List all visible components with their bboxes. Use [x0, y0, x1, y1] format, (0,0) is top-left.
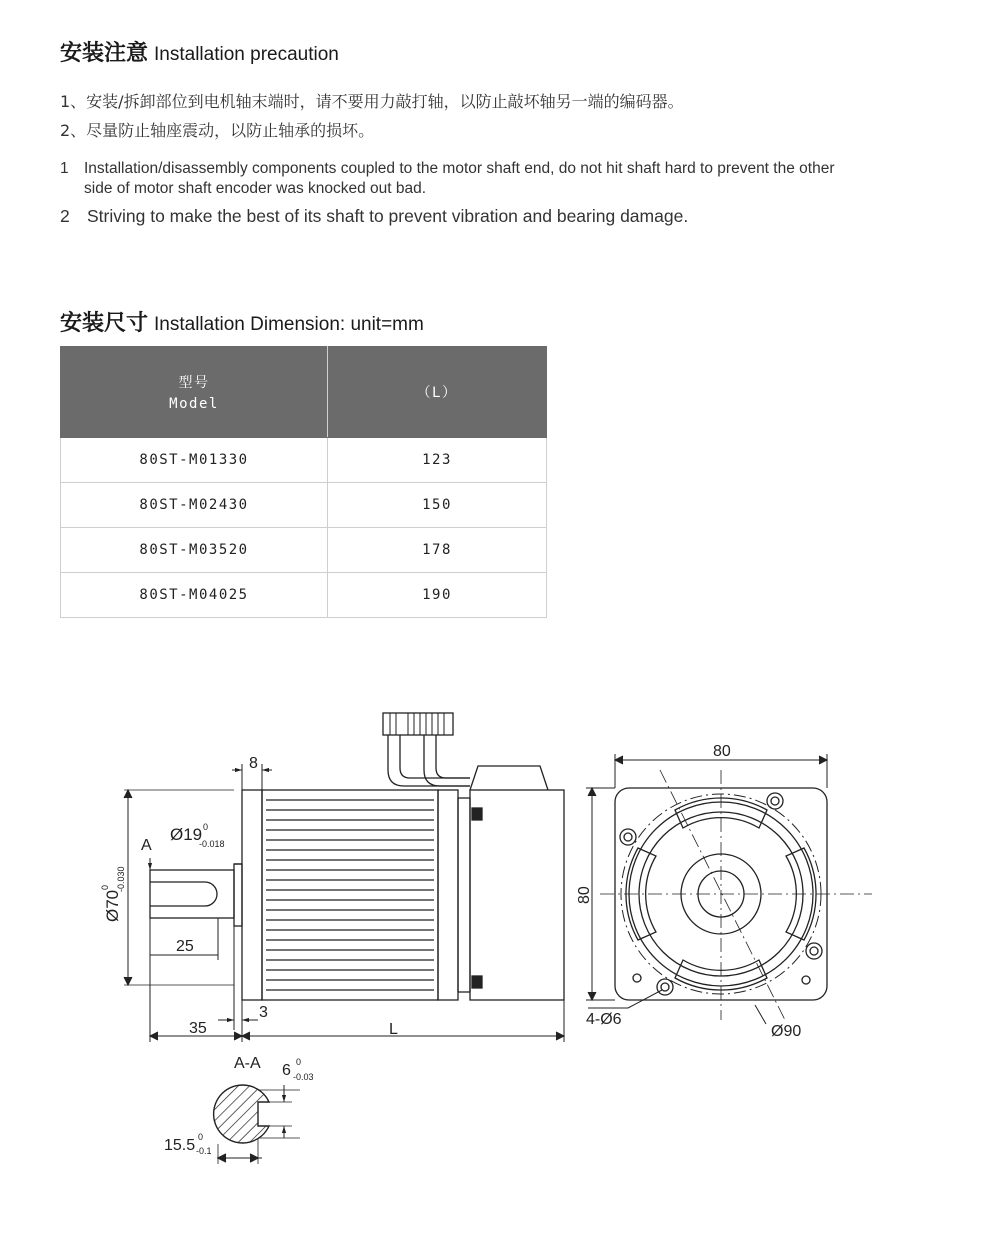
dim-8-label: 8 [249, 755, 258, 772]
precaution-title-en: Installation precaution [154, 44, 339, 65]
mounting-hole [806, 943, 822, 959]
cable [436, 735, 470, 778]
dimension-title-cn: 安装尺寸 [60, 311, 149, 336]
cooling-fins [266, 800, 434, 990]
mounting-hole [657, 979, 673, 995]
motor-body [262, 790, 438, 1000]
precaution-cn-item-1: 1、安装/拆卸部位到电机轴末端时，请不要用力敲打轴，以防止敲坏轴另一端的编码器。 [60, 92, 684, 111]
key-width-tol-upper: 0 [296, 1057, 302, 1067]
dim-25-label: 25 [176, 938, 194, 955]
precaution-cn-item-2: 2、尽量防止轴座震动，以防止轴承的损坏。 [60, 121, 375, 140]
motor-dimension-drawing [0, 690, 1000, 1190]
header-model-cn: 型号 [178, 375, 210, 391]
section-a-label: A [141, 837, 152, 854]
holes-label: 4-Ø6 [586, 1011, 622, 1028]
table-header-row [61, 347, 547, 438]
pilot-dia-label: Ø70 [103, 889, 122, 922]
dim-3-label: 3 [259, 1004, 268, 1021]
pilot [234, 864, 242, 926]
screw [472, 976, 482, 988]
precaution-title-cn: 安装注意 [60, 41, 149, 66]
flange-width-label: 80 [713, 743, 731, 760]
dim-L-label: L [389, 1021, 398, 1038]
connector-plug [383, 713, 453, 735]
front-flange [242, 790, 262, 1000]
precaution-en-item-text-cont: side of motor shaft encoder was knocked out bad. [84, 180, 427, 197]
shaft [150, 870, 234, 918]
precaution-title [60, 36, 339, 67]
screw [472, 808, 482, 820]
table-row [61, 483, 547, 528]
key-depth-tol-upper: 0 [198, 1132, 204, 1142]
model-cell: 80ST-M03520 [61, 528, 328, 573]
key-depth-tol-lower: -0.1 [196, 1146, 212, 1156]
pcd-label: Ø90 [771, 1023, 802, 1040]
mounting-hole [767, 793, 783, 809]
key-depth-label: 15.5 [164, 1137, 196, 1154]
precaution-en-item-text: Installation/disassembly components coupled to the motor shaft end, do not hit shaft hard to prevent the other [84, 160, 835, 177]
rear-ring [458, 798, 470, 992]
shaft-dia-tol-upper: 0 [203, 822, 209, 832]
header-length: （L） [328, 347, 547, 438]
shaft-section [214, 1085, 269, 1143]
shaft-dia-tol-lower: -0.018 [199, 839, 225, 849]
cable [400, 735, 470, 778]
mounting-hole [620, 829, 636, 845]
header-model [61, 347, 328, 438]
keyway [150, 882, 217, 906]
key-width-tol-lower: -0.03 [293, 1072, 314, 1082]
small-hole [633, 974, 641, 982]
shaft-dia-label: Ø19 [170, 825, 203, 844]
small-hole [802, 976, 810, 984]
table-row [61, 573, 547, 618]
dimension-title-en: Installation Dimension: unit=mm [154, 314, 424, 335]
header-model-en: Model [169, 396, 219, 412]
model-cell: 80ST-M04025 [61, 573, 328, 618]
table-row [61, 528, 547, 573]
length-cell: 123 [328, 438, 547, 483]
length-cell: 190 [328, 573, 547, 618]
pilot-dia-tol-upper: 0 [100, 884, 110, 890]
dimension-table [60, 346, 547, 618]
precaution-en-item-text: Striving to make the best of its shaft to prevent vibration and bearing damage. [87, 206, 689, 226]
model-cell: 80ST-M02430 [61, 483, 328, 528]
precaution-en-item-number: 1 [60, 160, 69, 177]
side-view-dimensions [100, 755, 564, 1042]
pilot-dia-tol-lower: -0.030 [116, 866, 126, 892]
section-label: A-A [234, 1055, 261, 1072]
precaution-en-item-number: 2 [60, 206, 70, 226]
motor-front-view [600, 770, 872, 1020]
section-a-a [164, 1055, 314, 1164]
cable-gland [470, 766, 548, 790]
dim-35-label: 35 [189, 1020, 207, 1037]
dimension-title [60, 306, 424, 337]
length-cell: 178 [328, 528, 547, 573]
key-width-label: 6 [282, 1062, 291, 1079]
length-cell: 150 [328, 483, 547, 528]
table-row [61, 438, 547, 483]
model-cell: 80ST-M01330 [61, 438, 328, 483]
flange-height-label: 80 [576, 886, 593, 904]
rear-flange [438, 790, 458, 1000]
motor-side-view [150, 713, 564, 1000]
encoder-housing [470, 790, 564, 1000]
